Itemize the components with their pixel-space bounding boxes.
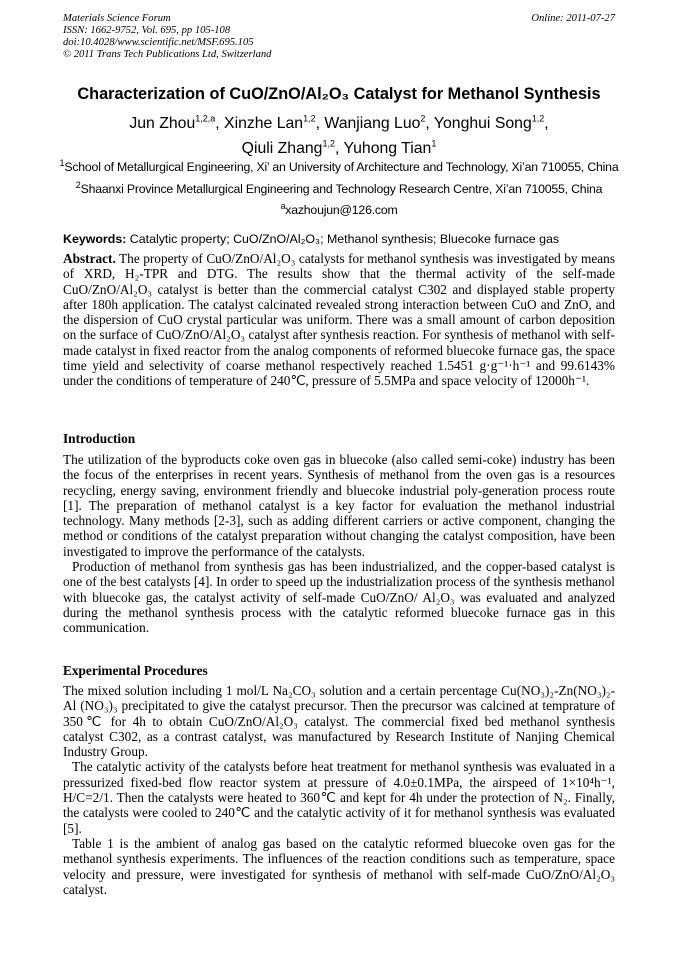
doi: doi:10.4028/www.scientific.net/MSF.695.105 <box>63 37 254 48</box>
issn: ISSN: 1662-9752, Vol. 695, pp 105-108 <box>63 25 231 36</box>
author: Wanjiang Luo <box>324 115 421 132</box>
section-heading-experimental: Experimental Procedures <box>63 663 208 678</box>
introduction-body <box>63 452 615 636</box>
author-affil: 1,2 <box>531 113 545 124</box>
email <box>0 200 678 217</box>
keywords-label: Keywords: <box>63 232 127 246</box>
email-text: xazhoujun@126.com <box>285 203 398 217</box>
affiliation <box>0 179 678 196</box>
author: Yonghui Song <box>433 115 532 132</box>
author-affil: 2 <box>420 113 426 124</box>
online-date: Online: 2011-07-27 <box>531 13 615 24</box>
paragraph: The mixed solution including 1 mol/L Na₂CO₃ solution and a certain percentage Cu(NO₃)₂-Zn(NO₃)₂-Al (NO₃)₃ precipitated to give the catalyst precursor. Then the precursor was calcined at temprature of 350℃ for 4h to obtain CuO/ZnO/Al₂O₃ catalyst. The commercial fixed bed methanol synthesis catalyst C302, as a contrast catalyst, was manufactured by Research Institute of Nanjing Chemical Industry Group. <box>63 683 615 760</box>
affiliation-text: Shaanxi Province Metallurgical Engineering and Technology Research Centre, Xi’an 710055, China <box>80 182 603 196</box>
paragraph: The utilization of the byproducts coke oven gas in bluecoke (also called semi-coke) industry has been the focus of the enterprises in recent years. Synthesis of methanol from the oven gas is a resources recycling, energy saving, environment friendly and bluecoke industrial poly-generation process route [1]. The preparation of methanol catalyst is a key factor for evaluation the methanol industrial technology. Many methods [2-3], such as adding different carriers or active component, changing the method or conditions of the catalyst preparation without changing the catalyst composition, have been investigated to improve the performance of the catalysts. <box>63 452 615 559</box>
abstract <box>63 251 615 389</box>
abstract-label: Abstract. <box>63 251 116 266</box>
copyright: © 2011 Trans Tech Publications Ltd, Switzerland <box>63 49 272 60</box>
author-affil: 1,2 <box>322 138 335 149</box>
author-affil: 1,2,a <box>195 113 216 124</box>
journal-header <box>63 13 615 61</box>
paragraph: The catalytic activity of the catalysts before heat treatment for methanol synthesis was evaluated in a pressurized fixed-bed flow reactor system at pressure of 4.0±0.1MPa, the airspeed of 1×10⁴h⁻¹, H/C=2/1. Then the catalysts were heated to 360℃ and kept for 4h under the protection of N₂. Finally, the catalysts were cooled to 240℃ and the catalytic activity of it for methanol synthesis was evaluated [5]. <box>63 759 615 836</box>
paper-title: Characterization of CuO/ZnO/Al₂O₃ Catalyst for Methanol Synthesis <box>77 85 601 103</box>
abstract-text: The property of CuO/ZnO/Al₂O₃ catalysts for methanol synthesis was investigated by means of XRD, H₂-TPR and DTG. The results show that the thermal activity of the self-made CuO/ZnO/Al₂O₃ catalyst is better than the commercial catalyst C302 and displayed stable property after 180h application. The catalyst calcinated revealed strong interaction between CuO and ZnO, and the dispersion of CuO crystal particular was uniform. There was a small amount of carbon deposition on the surface of CuO/ZnO/Al₂O₃ catalyst after synthesis reaction. For synthesis of methanol with self-made catalyst in fixed reactor from the analog components of reformed bluecoke furnace gas, the space time yield and selectivity of coarse methanol respectively reached 1.5451 g·g⁻¹·h⁻¹ and 99.6143% under the conditions of temperature of 240℃, pressure of 5.5MPa and space velocity of 12000h⁻¹. <box>63 251 615 389</box>
paragraph: Production of methanol from synthesis gas has been industrialized, and the copper-based catalyst is one of the best catalysts [4]. In order to speed up the industrialization process of the synthesis methanol with bluecoke gas, the catalyst activity of self-made CuO/ZnO/ Al₂O₃ was evaluated and analyzed during the methanol synthesis process with the catalytic reformed bluecoke furnace gas in this communication. <box>63 559 615 636</box>
affiliation-mark: 2 <box>75 179 81 190</box>
keywords-text: Catalytic property; CuO/ZnO/Al₂O₃; Methanol synthesis; Bluecoke furnace gas <box>126 232 560 246</box>
author: Yuhong Tian <box>343 140 432 157</box>
author-affil: 1,2 <box>303 113 316 124</box>
author: Qiuli Zhang <box>241 140 323 157</box>
author-affil: 1 <box>431 138 437 149</box>
section-heading-introduction: Introduction <box>63 431 136 446</box>
paragraph: Table 1 is the ambient of analog gas based on the catalytic reformed bluecoke oven gas for the methanol synthesis experiments. The influences of the reaction conditions such as temperature, space velocity and pressure, were investigated for synthesis of methanol with self-made CuO/ZnO/Al₂O₃ catalyst. <box>63 835 615 897</box>
experimental-body <box>63 683 615 897</box>
author: Xinzhe Lan <box>224 115 304 132</box>
affiliation <box>0 157 678 174</box>
author: Jun Zhou <box>129 115 196 132</box>
affiliation-mark: a <box>280 200 286 211</box>
affiliation-text: School of Metallurgical Engineering, Xi’ an University of Architecture and Technology, Xi’an 710055, China <box>64 160 619 174</box>
journal-name: Materials Science Forum <box>63 13 171 24</box>
affiliation-mark: 1 <box>59 157 65 168</box>
keywords <box>63 232 559 246</box>
author-list: Jun Zhou$^{1,2,a}$, Xinzhe Lan$^{1,2}$, Wanjiang Luo$^2$, Yonghui Song$^{1,2}$, Qiuli Zhang$^{1,2}$, Yuhong Tian$^1$ <box>129 113 549 157</box>
